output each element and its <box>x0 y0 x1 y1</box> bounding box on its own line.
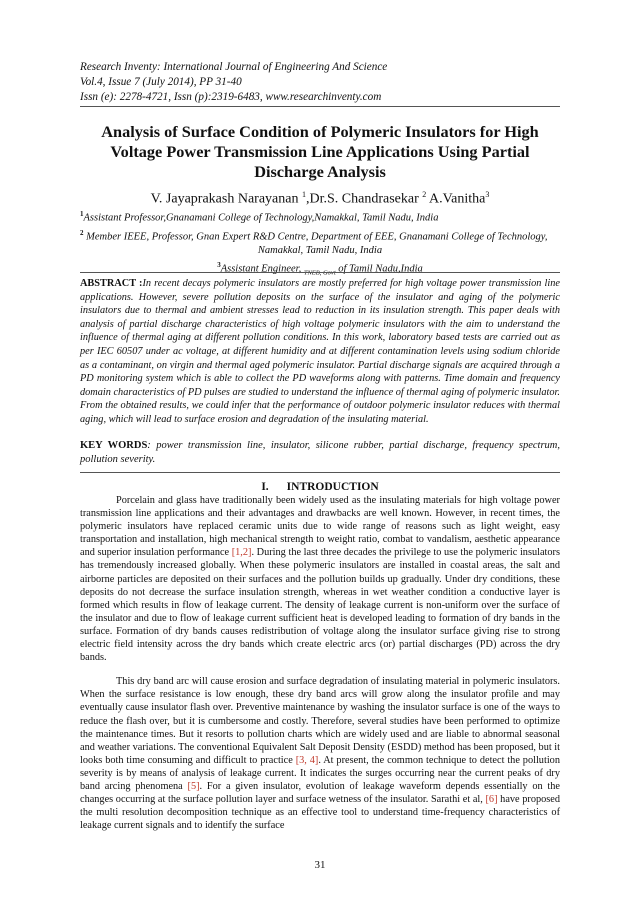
journal-volume: Vol.4, Issue 7 (July 2014), PP 31-40 <box>80 76 242 88</box>
paragraph-2-part-b: . At present, the common technique to detect the pollution severity is by means of analysis of leakage current. It indicates the surges occurring near the current peaks of dry band arcing phenomena <box>80 754 560 792</box>
author-2: ,Dr.S. Chandrasekar <box>305 191 423 207</box>
section-title: INTRODUCTION <box>286 481 379 493</box>
keywords-label: KEY WORDS <box>80 440 148 451</box>
paragraph-1 <box>80 494 560 664</box>
keywords-divider <box>80 472 560 473</box>
affiliation-2-text: Member IEEE, Professor, Gnan Expert R&D Centre, Department of EEE, Gnanamani College of Technology, <box>83 231 548 242</box>
section-heading <box>80 480 560 494</box>
affiliation-2-sup: 2 <box>80 228 84 237</box>
author-2-sup: 2 <box>422 190 427 199</box>
paragraph-2-part-c: . For a given insulator, evolution of leakage waveform depends essentially on the changes occurring at the surface pollution layer and surface wetness of the insulator. Sarathi et al, <box>80 780 560 806</box>
title-line-3: Discharge Analysis <box>254 162 386 181</box>
journal-header <box>80 60 560 105</box>
affiliation-1-sup: 1 <box>80 210 84 218</box>
page-number: 31 <box>314 859 326 871</box>
keywords <box>80 439 560 466</box>
author-1-sup: 1 <box>301 190 306 199</box>
citation-link[interactable]: [6] <box>485 794 498 806</box>
paragraph-2 <box>80 675 560 832</box>
title-line-2: Voltage Power Transmission Line Applications Using Partial <box>110 142 530 161</box>
affiliations <box>80 207 560 281</box>
abstract-label: ABSTRACT : <box>80 278 143 289</box>
paragraph-2-part-d: have proposed the multi resolution decomposition technique as an effective tool to understand time-frequency characteristics of leakage current signals and to identify the surface <box>80 794 560 832</box>
citation-link[interactable]: [1,2] <box>231 547 252 559</box>
affiliation-1-text: Assistant Professor,Gnanamani College of Technology,Namakkal, Tamil Nadu, India <box>83 212 439 224</box>
affiliation-3-sup: 3 <box>217 261 221 269</box>
author-1: V. Jayaprakash Narayanan <box>150 191 302 207</box>
affiliation-3-sub: TNEB, Govt <box>303 269 336 277</box>
body-text <box>80 494 560 843</box>
affiliation-3-pre: Assistant Engineer, <box>220 263 304 275</box>
paragraph-1-part-a: Porcelain and glass have traditionally been widely used as the insulating materials for high voltage power transmission line applications and their advantages and drawbacks are well known. However, in recent times, the polymeric insulators have replaced ceramic units due to wide range of reasons such as light weight, easy transportation and installation, high mechanical strength to weight ratio, combat to vandalism, aesthetic appearance and superior insulation performance <box>80 495 560 559</box>
citation-link[interactable]: [5] <box>187 780 200 792</box>
affiliation-1 <box>80 207 560 226</box>
abstract-text: In recent decays polymeric insulators are mostly preferred for high voltage power transmission line applications. However, severe pollution deposits on the surface of the insulator and aging of the polymeric insulators due to thermal and ambient stresses lead to reduction in its insulation strength. This paper deals with analysis of partial discharge characteristics of high voltage polymeric insulators with the aim to understand the influence of thermal aging at different pollution conditions. In this work, laboratory based tests are carried out as per IEC 60507 under ac voltage, at different humidity and at different contamination levels using sodium chloride as a contaminant, on virgin and thermal aged polymeric insulator. Partial discharge signals are acquired through a PD monitoring system which is able to collect the PD waveforms along with patterns. Time domain and frequency domain characteristics of PD pulses are studied to understand the influence of thermal aging of polymeric insulator. From the obtained results, we could infer that the performance of outdoor polymeric insulator reduces with thermal aging, which will lead to surface erosion and degradation of the insulating material. <box>80 278 560 425</box>
abstract <box>80 277 560 427</box>
journal-name: Research Inventy: International Journal of Engineering And Science <box>80 61 388 73</box>
affiliation-3-post: of Tamil Nadu,India <box>335 263 423 275</box>
header-divider <box>80 106 560 107</box>
affiliation-2-line-2: Namakkal, Tamil Nadu, India <box>257 245 383 256</box>
paper-title <box>80 122 560 182</box>
title-line-1: Analysis of Surface Condition of Polymeric Insulators for High <box>101 122 539 141</box>
paragraph-2-part-a: This dry band arc will cause erosion and surface degradation of insulating material in polymeric insulators. When the surface resistance is low enough, these dry band arcs will grow along the insulator profile and may eventually cause insulator flash over. Preventive maintenance by washing the insulator surface is one of the ways to reduce the flash over, but it is cumbersome and costly. Therefore, several studies have been performed to optimize the maintenance times. But it resorts to pollution charts which are widely used and are liable to abnormal seasonal and weather variations. The conventional Equivalent Salt Deposit Density (ESDD) method has been proposed, but it looks both time consuming and difficult to practice <box>80 676 560 766</box>
author-3: A.Vanitha <box>426 191 486 207</box>
author-3-sup: 3 <box>485 190 490 199</box>
keywords-text: : power transmission line, insulator, silicone rubber, partial discharge, frequency spectrum, pollution severity. <box>80 440 560 465</box>
journal-issn: Issn (e): 2278-4721, Issn (p):2319-6483, www.researchinventy.com <box>80 91 382 103</box>
citation-link[interactable]: [3, 4] <box>295 754 319 766</box>
section-number: I. <box>261 481 269 493</box>
paragraph-1-part-b: . During the last three decades the privilege to use the polymeric insulators has tremendously increased globally. When these polymeric insulators are installed in coastal areas, the salt and airborne particles are deposited on their surfaces and the pollution builds up gradually. Under dry conditions, these deposits do not decrease the surface insulation strength, whereas in wet weather condition a conductive layer is formed which results in flow of leakage current. The density of leakage current is non-uniform over the surface of the insulator and due to flow of leakage current sufficient heat is developed leading to formation of dry bands in the surface. Formation of dry bands causes redistribution of voltage along the insulator surface giving rise to strong electric field intensity across the dry bands which create electric arcs (or) partial discharges (PD) across the dry bands. <box>80 547 560 664</box>
affiliation-2 <box>80 226 560 245</box>
abstract-divider <box>80 272 560 273</box>
author-list <box>80 186 560 208</box>
